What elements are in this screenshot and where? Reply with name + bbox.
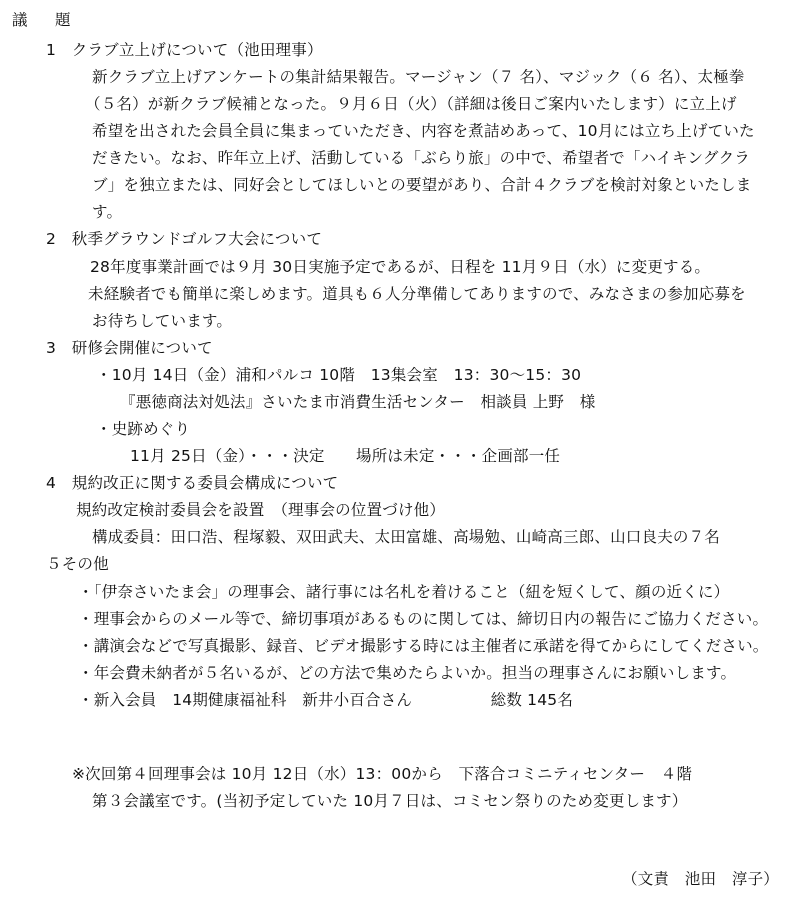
item-4-title: 4 規約改正に関する委員会構成について (46, 474, 339, 492)
item-2-line-3: お待ちしています。 (92, 312, 233, 330)
item-2-title: 2 秋季グラウンドゴルフ大会について (46, 230, 323, 248)
item-1-line-1: 新クラブ立上げアンケートの集計結果報告。マージャン（７ 名）、マジック（６ 名）、太極拳 (92, 68, 745, 86)
item-1-title: 1 クラブ立上げについて（池田理事） (46, 41, 323, 59)
item-5-title: ５その他 (46, 555, 109, 573)
item-5-line-3: ・講演会などで写真撮影、録音、ビデオ撮影する時には主催者に承諾を得てからにしてください。 (78, 637, 769, 655)
item-1-line-5: ブ」を独立または、同好会としてほしいとの要望があり、合計４クラブを検討対象といたしま (92, 176, 752, 194)
item-5-line-2: ・理事会からのメール等で、締切事項があるものに関しては、締切日内の報告にご協力ください。 (78, 610, 769, 628)
item-3-line-4: 11月 25日（金）・・・決定 場所は未定・・・企画部一任 (130, 447, 561, 465)
item-2-line-2: 未経験者でも簡単に楽しめます。道具も６人分準備してありますので、みなさまの参加応募を (88, 285, 746, 303)
item-3-line-2: 『悪徳商法対処法』さいたま市消費生活センター 相談員 上野 様 (120, 393, 596, 411)
author-signature: （文責 池田 淳子） (622, 870, 780, 888)
item-2-line-1: 28年度事業計画では９月 30日実施予定であるが、日程を 11月９日（水）に変更する。 (90, 258, 711, 276)
item-1-line-2: （５名）が新クラブ候補となった。９月６日（火）（詳細は後日ご案内いたします）に立上げ (85, 95, 737, 113)
item-3-line-3: ・史跡めぐり (96, 420, 191, 438)
item-1-line-6: す。 (92, 203, 123, 221)
item-3-title: 3 研修会開催について (46, 339, 213, 357)
document-heading: 議 題 (12, 11, 77, 29)
item-5-line-5: ・新入会員 14期健康福祉科 新井小百合さん 総数 145名 (78, 691, 574, 709)
item-4-line-1: 規約改定検討委員会を設置 （理事会の位置づけ他） (76, 501, 446, 519)
next-meeting-notice-line-1: ※次回第４回理事会は 10月 12日（水）13：00から 下落合コミニティセンター ４階 (72, 765, 693, 783)
item-1-line-4: だきたい。なお、昨年立上げ、活動している「ぶらり旅」の中で、希望者で「ハイキングクラ (92, 149, 751, 167)
item-5-line-1: ・「伊奈さいたま会」の理事会、諸行事には名札を着けること（紐を短くして、顔の近くに） (78, 583, 730, 601)
next-meeting-notice-line-2: 第３会議室です。(当初予定していた 10月７日は、コミセン祭りのため変更します） (92, 792, 688, 810)
item-4-line-2: 構成委員：田口浩、程塚毅、双田武夫、太田富雄、高場勉、山崎高三郎、山口良夫の７名 (92, 528, 721, 546)
item-5-line-4: ・年会費未納者が５名いるが、どの方法で集めたらよいか。担当の理事さんにお願いします。 (78, 664, 737, 682)
item-1-line-3: 希望を出された会員全員に集まっていただき、内容を煮詰めあって、10月には立ち上げていた (92, 122, 755, 140)
item-3-line-1: ・10月 14日（金）浦和パルコ 10階 13集会室 13：30～15：30 (96, 366, 582, 384)
